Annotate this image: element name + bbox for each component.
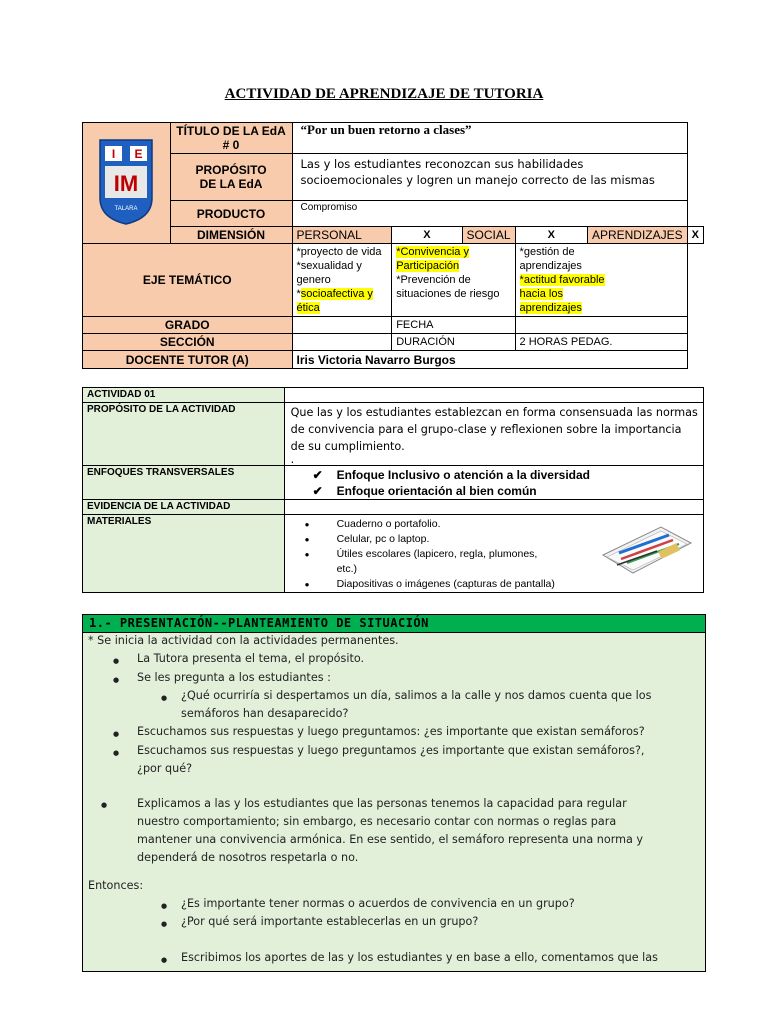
eje-social-4: situaciones de riesgo xyxy=(396,288,500,300)
explica-line-4: dependerá de nosotros respetarla o no. xyxy=(137,851,359,864)
explica-line-1: Explicamos a las y los estudiantes que las personas tenemos la capacidad para regular xyxy=(137,797,627,810)
material-item-1: ● Cuaderno o portafolio. xyxy=(289,517,539,532)
fecha-label: FECHA xyxy=(392,317,515,334)
eje-social xyxy=(392,244,515,317)
materiales-label: MATERIALES xyxy=(83,515,285,593)
bullet-dot: ● xyxy=(113,657,120,665)
proposito-actividad-label: PROPÓSITO DE LA ACTIVIDAD xyxy=(83,403,285,466)
actividad-table xyxy=(82,387,704,593)
question-semaforos-2: semáforos han desaparecido? xyxy=(181,707,349,720)
logo-cell xyxy=(83,123,171,244)
eje-personal-5: ética xyxy=(296,302,320,314)
eje-social-2: Participación xyxy=(396,260,460,272)
grado-value xyxy=(292,317,392,334)
dim-aprendizajes-mark: X xyxy=(687,227,703,244)
eje-aprend-4: hacia los xyxy=(519,288,563,300)
duracion-label: DURACIÓN xyxy=(392,334,515,351)
dim-social: SOCIAL xyxy=(462,227,515,244)
eda-table xyxy=(82,122,704,369)
question-semaforos-1: ¿Qué ocurriría si despertamos un día, salimos a la calle y nos damos cuenta que los xyxy=(181,689,652,702)
proposito-actividad-cell xyxy=(284,403,703,466)
eje-personal-4 xyxy=(297,287,388,301)
evidencia-value xyxy=(284,500,703,515)
grado-label: GRADO xyxy=(83,317,293,334)
logo-place: TALARA xyxy=(114,206,138,212)
bullet-dot: ● xyxy=(161,956,168,964)
eje-personal-4b: socioafectiva y xyxy=(300,288,373,300)
seccion-label: SECCIÓN xyxy=(83,334,293,351)
enfoques-cell xyxy=(284,466,703,500)
titulo-value: “Por un buen retorno a clases” xyxy=(292,123,687,154)
school-supplies-image xyxy=(599,521,695,577)
eje-label: EJE TEMÁTICO xyxy=(83,244,293,317)
bullet-dot: ● xyxy=(113,730,120,738)
docente-value: Iris Victoria Navarro Burgos xyxy=(292,351,687,369)
enfoque-item-1: ✔ Enfoque Inclusivo o atención a la diversidad xyxy=(289,467,699,483)
proposito-eda-value: Las y los estudiantes reconozcan sus habilidades socioemocionales y logren un manejo correcto de las mismas xyxy=(292,154,687,201)
bullet-presenta: La Tutora presenta el tema, el propósito. xyxy=(137,652,365,665)
logo-initials: IM xyxy=(114,171,139,196)
dimension-label: DIMENSIÓN xyxy=(170,227,292,244)
evidencia-label: EVIDENCIA DE LA ACTIVIDAD xyxy=(83,500,285,515)
proposito-actividad-dot: . xyxy=(290,453,295,466)
materiales-cell xyxy=(284,515,703,593)
bullet-escuchamos-1: Escuchamos sus respuestas y luego preguntamos: ¿es importante que existan semáforos? xyxy=(137,725,645,738)
eje-aprend-2: aprendizajes xyxy=(519,260,582,272)
escribimos-line: Escribimos los aportes de las y los estudiantes y en base a ello, comentamos que las xyxy=(181,951,658,964)
explica-line-2: nuestro comportamiento; sin embargo, es necesario contar con normas o reglas para xyxy=(137,815,617,828)
eje-personal-4a: * xyxy=(296,288,301,300)
proposito-eda-label xyxy=(170,154,292,201)
explica-line-3: mantener una convivencia armónica. En ese sentido, el semáforo representa una norma y xyxy=(137,833,644,846)
dim-social-mark: X xyxy=(515,227,587,244)
intro-text: * Se inicia la actividad con la actividades permanentes. xyxy=(88,634,399,647)
eje-aprend-3: *actitud favorable xyxy=(519,274,605,286)
question-normas-1: ¿Es importante tener normas o acuerdos de convivencia en un grupo? xyxy=(181,897,575,910)
eje-aprend-1: *gestión de xyxy=(519,246,575,258)
producto-label: PRODUCTO xyxy=(170,201,292,227)
bullet-pregunta: Se les pregunta a los estudiantes : xyxy=(137,671,331,684)
fecha-value xyxy=(515,317,687,334)
actividad-label: ACTIVIDAD 01 xyxy=(83,388,285,403)
eje-personal-3: genero xyxy=(296,274,331,286)
dim-aprendizajes: APRENDIZAJES xyxy=(587,227,687,244)
proposito-actividad-value: Que las y los estudiantes establezcan en forma consensuada las normas de convivencia para el grupo-clase y reflexionen sobre la importancia de su cumplimiento. xyxy=(290,406,698,453)
bullet-dot: ● xyxy=(161,920,168,928)
section-header: 1.- PRESENTACIÓN--PLANTEAMIENTO DE SITUACIÓN xyxy=(83,615,705,633)
bullet-escuchamos-2b: ¿por qué? xyxy=(137,762,193,775)
bullet-dot: ● xyxy=(113,676,120,684)
producto-value: Compromiso xyxy=(292,201,687,227)
logo-letter-i: I xyxy=(112,147,116,161)
docente-label: DOCENTE TUTOR (A) xyxy=(83,351,293,369)
material-item-4: ● Diapositivas o imágenes (capturas de pantalla) xyxy=(289,577,539,592)
entonces-label: Entonces: xyxy=(88,879,144,892)
eje-social-1: *Convivencia y xyxy=(396,246,469,258)
eje-aprend-5: aprendizajes xyxy=(519,302,582,314)
material-item-2: ● Celular, pc o laptop. xyxy=(289,532,539,547)
proposito-label-line1: PROPÓSITO xyxy=(195,163,267,177)
dim-personal-mark: X xyxy=(392,227,462,244)
proposito-label-line2: DE LA EdA xyxy=(199,177,263,191)
section-presentacion xyxy=(82,614,706,972)
seccion-value xyxy=(292,334,392,351)
eje-personal-1: *proyecto de vida xyxy=(296,246,382,258)
school-logo xyxy=(96,136,156,226)
enfoques-label: ENFOQUES TRANSVERSALES xyxy=(83,466,285,500)
bullet-dot: ● xyxy=(101,801,108,809)
actividad-value xyxy=(284,388,703,403)
eje-social-3: *Prevención de xyxy=(396,274,471,286)
dim-personal: PERSONAL xyxy=(292,227,392,244)
eje-personal xyxy=(292,244,392,317)
question-normas-2: ¿Por qué será importante establecerlas en un grupo? xyxy=(181,915,479,928)
enfoque-item-2: ✔ Enfoque orientación al bien común xyxy=(289,483,699,499)
eje-aprend xyxy=(515,244,687,317)
logo-letter-e: E xyxy=(134,147,143,161)
bullet-dot: ● xyxy=(161,902,168,910)
duracion-value: 2 HORAS PEDAG. xyxy=(515,334,687,351)
material-item-3: ● Útiles escolares (lapicero, regla, plumones, etc.) xyxy=(289,547,539,577)
bullet-dot: ● xyxy=(161,694,168,702)
eje-personal-2: *sexualidad y xyxy=(296,260,362,272)
titulo-label: TÍTULO DE LA EdA # 0 xyxy=(170,123,292,154)
bullet-escuchamos-2a: Escuchamos sus respuestas y luego preguntamos ¿es importante que existan semáforos?, xyxy=(137,744,645,757)
document-title: ACTIVIDAD DE APRENDIZAJE DE TUTORIA xyxy=(224,86,544,102)
bullet-dot: ● xyxy=(113,749,120,757)
